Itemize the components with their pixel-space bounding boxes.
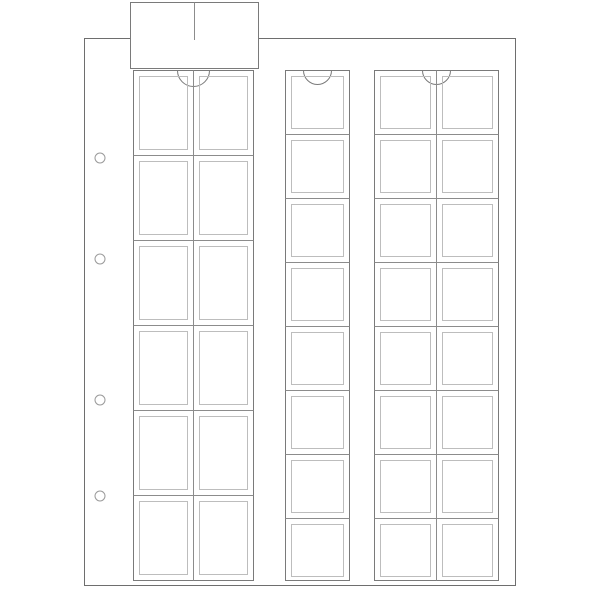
column-2-pockets: [286, 71, 350, 581]
column-3-pockets: [375, 71, 499, 581]
binder-hole-2: [95, 254, 105, 264]
column-1-pockets: [134, 71, 254, 581]
column-1-insert-tab: [131, 3, 259, 69]
binder-hole-1: [95, 153, 105, 163]
binder-hole-4: [95, 491, 105, 501]
pocket-column-2: [286, 71, 350, 581]
binder-hole-3: [95, 395, 105, 405]
